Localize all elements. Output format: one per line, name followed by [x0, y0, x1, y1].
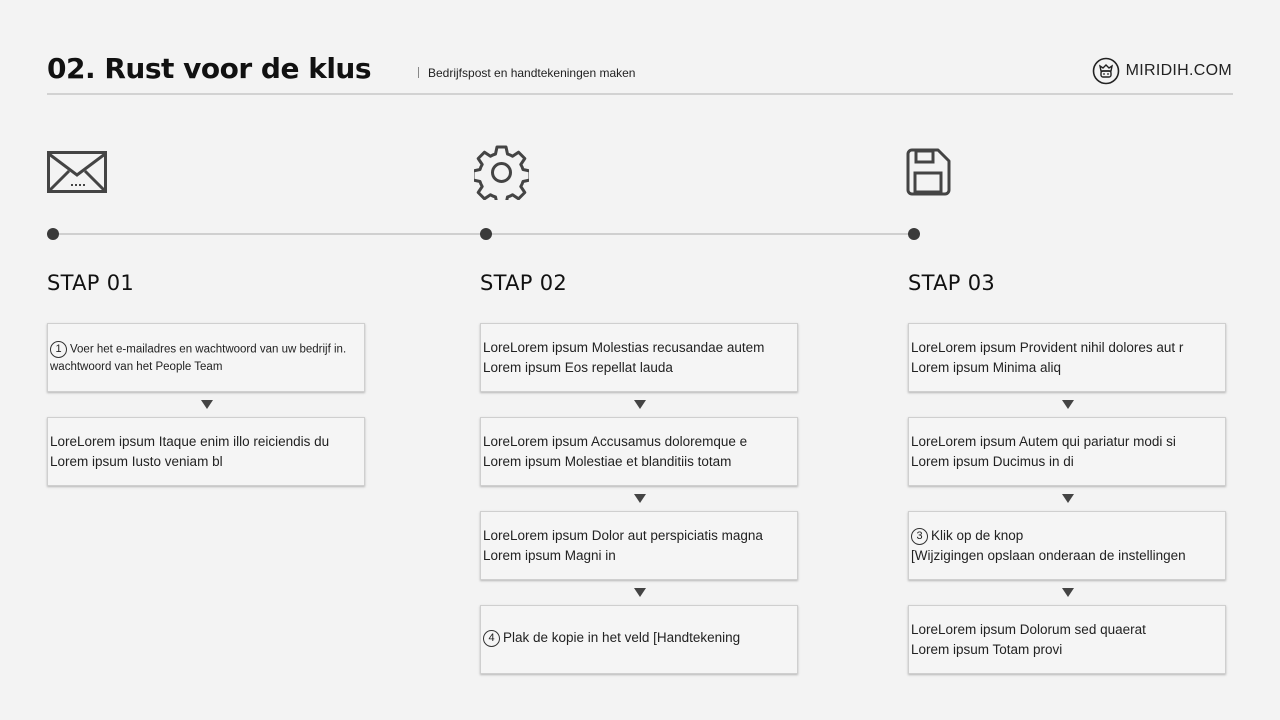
brand [1092, 57, 1232, 85]
step-column [908, 323, 1226, 674]
step-box [908, 511, 1226, 580]
step-number-badge: 1 [50, 341, 67, 358]
save-icon [905, 148, 951, 197]
step-box-line: [Wijzigingen opslaan onderaan de instellingen [911, 548, 1186, 563]
brand-logo-icon [1092, 57, 1120, 85]
step-box [908, 417, 1226, 486]
brand-name: MIRIDIH.COM [1125, 62, 1232, 79]
step-title: STAP 01 [47, 271, 135, 295]
step-box-line [50, 341, 362, 359]
step-box [47, 417, 365, 486]
step-column [47, 323, 365, 486]
step-box-line [483, 628, 795, 648]
step-box-line: Lorem ipsum Totam provi [911, 642, 1063, 657]
step-box [908, 605, 1226, 674]
down-arrow-icon [480, 580, 798, 605]
step-box-line: LoreLorem ipsum Itaque enim illo reiciendis du [50, 434, 330, 449]
step-box-line: LoreLorem ipsum Dolorum sed quaerat [911, 622, 1146, 637]
step-box-line [911, 526, 1223, 546]
down-arrow-icon [47, 392, 365, 417]
step-box-text: Voer het e-mailadres en wachtwoord van uw bedrijf in. [70, 343, 347, 356]
step-column [480, 323, 798, 674]
step-box-line: Lorem ipsum Molestiae et blanditiis totam [483, 454, 732, 469]
step-box-line: LoreLorem ipsum Provident nihil dolores aut r [911, 340, 1184, 355]
step-number-badge: 3 [911, 528, 928, 545]
step-title: STAP 02 [480, 271, 568, 295]
header-rule [47, 93, 1233, 95]
envelope-icon [47, 151, 107, 193]
step-box-line: Lorem ipsum Minima aliq [911, 360, 1062, 375]
step-box [480, 417, 798, 486]
step-box [47, 323, 365, 392]
down-arrow-icon [480, 392, 798, 417]
step-title: STAP 03 [908, 271, 996, 295]
step-box-line: LoreLorem ipsum Molestias recusandae autem [483, 340, 765, 355]
down-arrow-icon [908, 580, 1226, 605]
page-subtitle: Bedrijfspost en handtekeningen maken [428, 66, 636, 80]
step-box-line: wachtwoord van het People Team [50, 360, 223, 373]
gear-icon [474, 145, 529, 200]
step-box-text: Plak de kopie in het veld [Handtekening [503, 630, 741, 645]
step-box [480, 605, 798, 674]
step-box-line: LoreLorem ipsum Dolor aut perspiciatis magna [483, 528, 763, 543]
down-arrow-icon [908, 486, 1226, 511]
step-number-badge: 4 [483, 630, 500, 647]
step-box-line: Lorem ipsum Magni in [483, 548, 616, 563]
header-divider [418, 67, 419, 78]
down-arrow-icon [908, 392, 1226, 417]
step-box [480, 323, 798, 392]
step-box-line: Lorem ipsum Eos repellat lauda [483, 360, 673, 375]
page-title: 02. Rust voor de klus [47, 52, 372, 85]
step-box-text: Klik op de knop [931, 528, 1024, 543]
timeline-dot [480, 228, 492, 240]
step-box-line: LoreLorem ipsum Autem qui pariatur modi si [911, 434, 1176, 449]
down-arrow-icon [480, 486, 798, 511]
step-box-line: Lorem ipsum Ducimus in di [911, 454, 1074, 469]
step-box-line: Lorem ipsum Iusto veniam bl [50, 454, 223, 469]
step-box [480, 511, 798, 580]
timeline-dot [47, 228, 59, 240]
timeline-dot [908, 228, 920, 240]
step-box [908, 323, 1226, 392]
step-box-line: LoreLorem ipsum Accusamus doloremque e [483, 434, 748, 449]
